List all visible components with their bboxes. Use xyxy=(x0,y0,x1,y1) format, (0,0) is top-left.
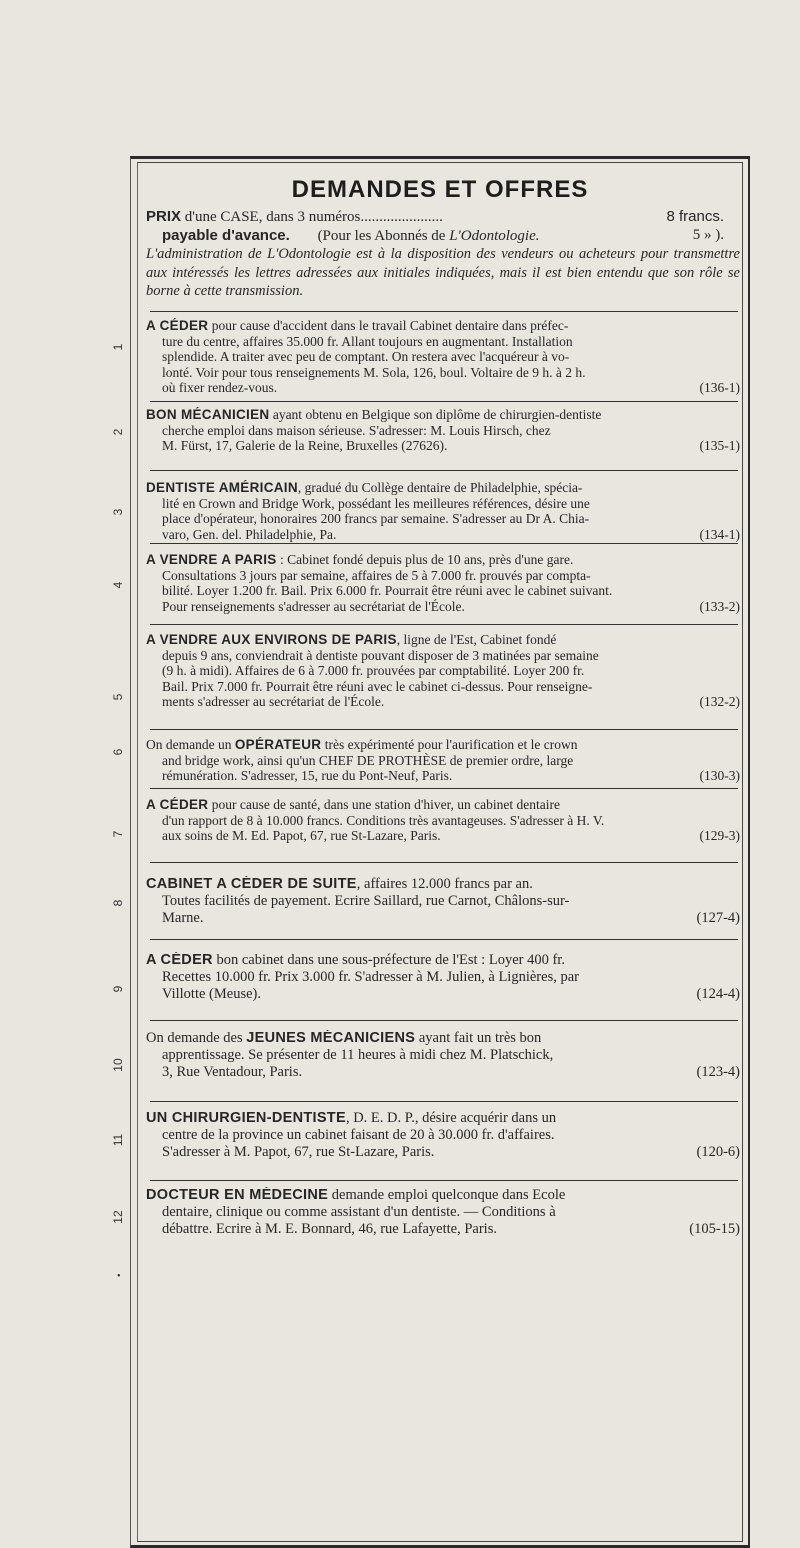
ad-text: bilité. Loyer 1.200 fr. Bail. Prix 6.000 fr. Pourrait être réuni avec le cabinet suivant. xyxy=(162,583,613,598)
ad-reference: (133-2) xyxy=(699,598,740,614)
classified-ad xyxy=(146,632,740,710)
margin-number: 7 xyxy=(111,830,125,838)
ad-line xyxy=(146,583,740,599)
subscriber-text: (Pour les Abonnés de xyxy=(317,228,446,244)
ad-line xyxy=(146,969,740,986)
ad-heading: A CÉDER xyxy=(146,318,209,333)
ad-separator-rule xyxy=(150,862,738,863)
ad-line xyxy=(146,1144,740,1161)
journal-name: L'Odontologie. xyxy=(449,228,540,244)
ad-reference: (105-15) xyxy=(689,1221,740,1237)
ad-text: bon cabinet dans une sous-préfecture de l'Est : Loyer 400 fr. xyxy=(212,952,565,968)
ad-text: , gradué du Collège dentaire de Philadelphie, spécia- xyxy=(297,480,583,495)
price-line-2 xyxy=(146,226,740,246)
ad-line xyxy=(146,768,740,784)
ad-separator-rule xyxy=(150,1180,738,1181)
ad-text: Toutes facilités de payement. Ecrire Saillard, rue Carnot, Châlons-sur- xyxy=(162,893,570,909)
ad-text: Consultations 3 jours par semaine, affaires de 5 à 7.000 fr. prouvés par compta- xyxy=(162,567,591,583)
margin-dot: • xyxy=(117,1271,121,1282)
ad-line xyxy=(146,679,740,695)
ad-text: (9 h. à midi). Affaires de 6 à 7.000 fr. prouvées par comptabilité. Loyer 200 fr. xyxy=(162,663,585,678)
ad-separator-rule xyxy=(150,543,738,544)
ad-heading: A CÉDER xyxy=(146,797,209,812)
ad-separator-rule xyxy=(150,401,738,402)
ad-reference: (132-2) xyxy=(699,694,740,709)
ad-line xyxy=(146,496,740,512)
ad-heading: UN CHIRURGIEN-DENTISTE xyxy=(146,1110,346,1126)
ad-text: Recettes 10.000 fr. Prix 3.000 fr. S'adresser à M. Julien, à Lignières, par xyxy=(162,969,579,985)
ad-line xyxy=(146,828,740,844)
ad-reference: (124-4) xyxy=(696,986,740,1002)
margin-number: 8 xyxy=(111,899,125,907)
price-line-1 xyxy=(146,207,740,227)
ad-text: demande emploi quelconque dans Ecole xyxy=(328,1187,566,1203)
ad-heading: CABINET A CÉDER DE SUITE xyxy=(146,876,357,892)
ad-text: : Cabinet fondé depuis plus de 10 ans, près d'une gare. xyxy=(276,552,574,567)
ad-heading: A CÉDER xyxy=(146,952,213,968)
price-dots: ...................... xyxy=(360,209,443,225)
ad-line xyxy=(146,511,740,527)
ad-text: pour cause de santé, dans une station d'hiver, un cabinet dentaire xyxy=(208,797,561,812)
classified-ad xyxy=(146,1187,740,1238)
ad-line xyxy=(146,480,740,496)
ad-text: Marne. xyxy=(162,910,204,926)
ad-line xyxy=(146,423,740,439)
ad-text: très expérimenté pour l'aurification et le crown xyxy=(321,737,578,752)
ad-heading: DENTISTE AMÉRICAIN xyxy=(146,480,298,495)
ad-reference: (135-1) xyxy=(699,438,740,453)
classified-ad xyxy=(146,407,740,454)
page-title: DEMANDES ET OFFRES xyxy=(291,176,589,203)
classified-ad xyxy=(146,797,740,844)
ad-text: aux soins de M. Ed. Papot, 67, rue St-Lazare, Paris. xyxy=(162,828,441,843)
ad-heading: JEUNES MÉCANICIENS xyxy=(246,1030,416,1046)
ad-heading: BON MÉCANICIEN xyxy=(146,407,270,422)
ad-heading: A VENDRE AUX ENVIRONS DE PARIS xyxy=(146,632,397,647)
ad-reference: (127-4) xyxy=(696,910,740,926)
ad-text: , affaires 12.000 francs par an. xyxy=(356,876,533,892)
ad-line xyxy=(146,1030,740,1047)
ad-separator-rule xyxy=(150,788,738,789)
ad-heading: A VENDRE A PARIS xyxy=(146,552,277,567)
margin-number: 2 xyxy=(111,428,125,436)
margin-number: 12 xyxy=(111,1210,125,1224)
ad-line xyxy=(146,1187,740,1204)
price-value: 8 francs. xyxy=(666,208,724,225)
ad-text: varo, Gen. del. Philadelphie, Pa. xyxy=(162,526,337,542)
ad-separator-rule xyxy=(150,1101,738,1102)
ad-line xyxy=(146,1064,740,1081)
ad-line xyxy=(146,552,740,568)
ad-line xyxy=(146,797,740,813)
ad-separator-rule xyxy=(150,624,738,625)
ad-separator-rule xyxy=(150,1020,738,1021)
ad-line xyxy=(146,407,740,423)
ad-text: ture du centre, affaires 35.000 fr. Allant toujours en augmentant. Installation xyxy=(162,333,573,349)
ad-text: M. Fürst, 17, Galerie de la Reine, Bruxelles (27626). xyxy=(162,438,448,453)
ad-text: and bridge work, ainsi qu'un CHEF DE PROTHÈSE de premier ordre, large xyxy=(162,752,574,768)
ad-text: ments s'adresser au secrétariat de l'École. xyxy=(162,694,385,709)
ad-text: place d'opérateur, honoraires 200 francs par semaine. S'adresser au Dr A. Chia- xyxy=(162,511,590,526)
ad-reference: (136-1) xyxy=(699,380,740,395)
ad-separator-rule xyxy=(150,939,738,940)
ad-intro: On demande des xyxy=(146,1030,247,1046)
ad-text: centre de la province un cabinet faisant de 20 à 30.000 fr. d'affaires. xyxy=(162,1127,555,1143)
ad-text: splendide. A traiter avec peu de comptant. On restera avec l'acquéreur à vo- xyxy=(162,349,570,364)
ad-heading: DOCTEUR EN MÉDECINE xyxy=(146,1187,329,1203)
ad-text: dentaire, clinique ou comme assistant d'un dentiste. — Conditions à xyxy=(162,1204,556,1220)
ad-heading: OPÉRATEUR xyxy=(234,737,322,752)
ad-line xyxy=(146,876,740,893)
ad-text: où fixer rendez-vous. xyxy=(162,380,278,395)
ad-line xyxy=(146,1047,740,1064)
price-label: PRIX xyxy=(146,208,182,225)
ad-text: ayant fait un très bon xyxy=(415,1030,542,1046)
classified-ad xyxy=(146,318,740,396)
ad-reference: (123-4) xyxy=(696,1064,740,1080)
classified-ad xyxy=(146,1110,740,1161)
ad-line xyxy=(146,438,740,454)
ad-text: 3, Rue Ventadour, Paris. xyxy=(162,1064,303,1080)
ad-line xyxy=(146,632,740,648)
margin-number: 9 xyxy=(111,985,125,993)
price-text: d'une CASE, dans 3 numéros xyxy=(184,209,361,225)
ad-text: S'adresser à M. Papot, 67, rue St-Lazare, Paris. xyxy=(162,1144,435,1160)
ad-line xyxy=(146,952,740,969)
classified-ad xyxy=(146,552,740,614)
margin-number: 5 xyxy=(111,693,125,701)
margin-number: 1 xyxy=(111,343,125,351)
administration-notice: L'administration de L'Odontologie est à la disposition des vendeurs ou acheteurs pour transmettre aux intéressés les lettres adressées aux initiales indiquées, mais il est bien entendu que son rôle se borne à cette transmission. xyxy=(146,246,740,299)
ad-line xyxy=(146,318,740,334)
ad-text: depuis 9 ans, conviendrait à dentiste pouvant disposer de 3 matinées par semaine xyxy=(162,647,599,663)
ad-text: Villotte (Meuse). xyxy=(162,986,261,1002)
classified-ad xyxy=(146,876,740,927)
ad-line xyxy=(146,365,740,381)
ad-text: Pour renseignements s'adresser au secrétariat de l'École. xyxy=(162,598,465,614)
margin-number: 3 xyxy=(111,508,125,516)
ad-text: cherche emploi dans maison sérieuse. S'adresser: M. Louis Hirsch, chez xyxy=(162,422,551,438)
margin-number: 10 xyxy=(111,1058,125,1072)
ad-line xyxy=(146,527,740,543)
ad-line xyxy=(146,648,740,664)
classified-ad xyxy=(146,480,740,542)
ad-separator-rule xyxy=(150,311,738,312)
ad-line xyxy=(146,694,740,710)
ad-reference: (134-1) xyxy=(699,526,740,542)
ad-line xyxy=(146,599,740,615)
ad-text: , D. E. D. P., désire acquérir dans un xyxy=(345,1110,557,1126)
classified-ad xyxy=(146,1030,740,1081)
ad-reference: (130-3) xyxy=(699,768,740,783)
ad-separator-rule xyxy=(150,470,738,471)
margin-number: 6 xyxy=(111,748,125,756)
ad-line xyxy=(146,1221,740,1238)
ad-text: débattre. Ecrire à M. E. Bonnard, 46, rue Lafayette, Paris. xyxy=(162,1221,497,1237)
ad-text: , ligne de l'Est, Cabinet fondé xyxy=(396,632,557,647)
classified-ad xyxy=(146,952,740,1003)
ad-text: Bail. Prix 7.000 fr. Pourrait être réuni avec le cabinet ci-dessus. Pour renseigne- xyxy=(162,678,593,694)
ad-text: apprentissage. Se présenter de 11 heures à midi chez M. Platschick, xyxy=(162,1047,554,1063)
ad-text: lonté. Voir pour tous renseignements M. Sola, 126, boul. Voltaire de 9 h. à 2 h. xyxy=(162,364,586,380)
ad-line xyxy=(146,1110,740,1127)
ad-line xyxy=(146,986,740,1003)
ad-line xyxy=(146,663,740,679)
ad-line xyxy=(146,893,740,910)
subscriber-price: 5 » ). xyxy=(692,227,724,243)
ad-line xyxy=(146,813,740,829)
ad-text: rémunération. S'adresser, 15, rue du Pont-Neuf, Paris. xyxy=(162,768,453,783)
ad-line xyxy=(146,334,740,350)
ad-line xyxy=(146,737,740,753)
ad-separator-rule xyxy=(150,729,738,730)
ad-reference: (120-6) xyxy=(696,1144,740,1160)
ad-text: lité en Crown and Bridge Work, possédant les meilleures références, désire une xyxy=(162,495,590,511)
ad-text: d'un rapport de 8 à 10.000 francs. Conditions très avantageuses. S'adresser à H. V. xyxy=(162,812,605,828)
classified-ad xyxy=(146,737,740,784)
ad-line xyxy=(146,349,740,365)
payment-terms: payable d'avance. xyxy=(162,227,290,244)
ad-reference: (129-3) xyxy=(699,828,740,843)
ad-text: ayant obtenu en Belgique son diplôme de chirurgien-dentiste xyxy=(269,407,602,422)
ad-line xyxy=(146,910,740,927)
margin-number: 4 xyxy=(111,581,125,589)
ad-line xyxy=(146,568,740,584)
ad-line xyxy=(146,1204,740,1221)
ad-intro: On demande un xyxy=(146,737,235,752)
ad-line xyxy=(146,1127,740,1144)
ad-line xyxy=(146,753,740,769)
margin-number: 11 xyxy=(111,1133,125,1147)
ad-text: pour cause d'accident dans le travail Cabinet dentaire dans préfec- xyxy=(208,318,569,333)
ad-line xyxy=(146,380,740,396)
